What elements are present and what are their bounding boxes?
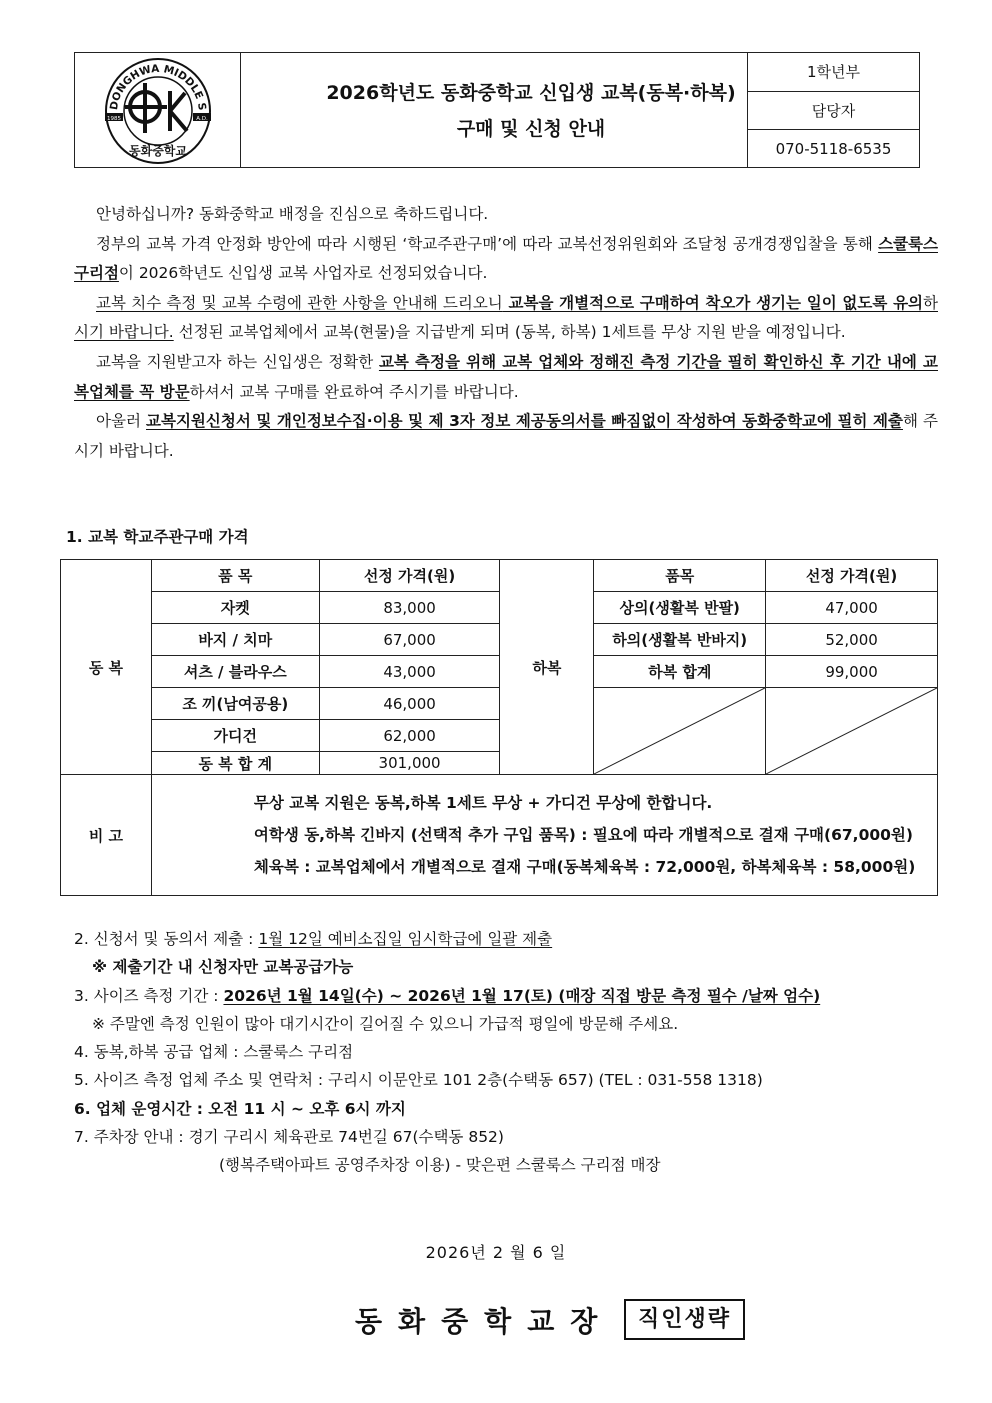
note-2-sub: ※ 제출기간 내 신청자만 교복공급가능 (92, 958, 354, 977)
intro-p3d: 선정된 교복업체에서 교복(현물)을 지급받게 되며 (동복, 하복) 1세트를 무상 지원 받을 예정입니다. (173, 323, 846, 342)
winter-item: 셔츠 / 블라우스 (151, 656, 319, 688)
intro-text (74, 200, 938, 466)
contact-phone: 070-5118-6535 (748, 129, 919, 167)
manager-label: 담당자 (748, 91, 919, 129)
table-row (61, 688, 938, 720)
summer-label: 하복 (500, 560, 594, 775)
intro-paragraph (74, 230, 938, 289)
table-row (61, 656, 938, 688)
issue-date: 2026년 2 월 6 일 (425, 1243, 567, 1262)
department: 1학년부 (806, 63, 860, 81)
intro-p1: 안녕하십니까? 동화중학교 배정을 진심으로 축하드립니다. (96, 205, 489, 223)
note-item (74, 925, 938, 953)
logo-ring-text: DONGHWA MIDDLE S (107, 62, 209, 112)
winter-item: 조 끼(남여공용) (151, 688, 319, 720)
summer-total-label: 하복 합계 (594, 656, 766, 688)
logo-year-left: 1985 (107, 116, 121, 122)
intro-p3b: 교복을 개별적으로 구매하여 착오가 생기는 일이 없도록 유의 (502, 293, 924, 312)
winter-price: 62,000 (319, 720, 500, 752)
winter-item: 가디건 (151, 720, 319, 752)
winter-price: 67,000 (319, 624, 500, 656)
school-logo (75, 53, 240, 167)
winter-item: 바지 / 치마 (151, 624, 319, 656)
principal-signature: 동화중학교장 (355, 1305, 614, 1338)
remarks-cell (151, 775, 937, 896)
intro-p4a: 교복을 지원받고자 하는 신입생은 정확한 (96, 352, 379, 371)
summer-item: 상의(생활복 반팔) (594, 592, 766, 624)
winter-total-label: 동 복 합 계 (151, 752, 319, 775)
winter-total-price: 301,000 (319, 752, 500, 775)
note-item (74, 982, 938, 1010)
table-row (61, 592, 938, 624)
vendor-name: 스쿨룩스 구리점 (74, 234, 938, 283)
intro-p5a: 아울러 (96, 412, 146, 431)
summer-price: 52,000 (766, 624, 938, 656)
remark-line: 체육복 : 교복업체에서 개별적으로 결재 구매(동복체육복 : 72,000원, 하복체육복 : 58,000원) (253, 858, 916, 876)
winter-label: 동 복 (61, 560, 152, 775)
remarks-label: 비 고 (61, 775, 152, 896)
table-row (61, 624, 938, 656)
intro-p3a: 교복 치수 측정 및 교복 수령에 관한 사항을 안내해 드리오니 (96, 293, 503, 312)
intro-p4c: 하셔서 교복 구매를 완료하여 주시기를 바랍니다. (189, 382, 519, 401)
section-1-title: 1. 교복 학교주관구매 가격 (66, 528, 249, 546)
remark-line: 무상 교복 지원은 동복,하복 1세트 무상 + 가디건 무상에 한합니다. (253, 794, 713, 812)
note-2-label: 2. 신청서 및 동의서 제출 : (74, 930, 259, 948)
summer-item: 하의(생활복 반바지) (594, 624, 766, 656)
table-row (61, 560, 938, 592)
intro-paragraph (74, 200, 938, 230)
summer-total-price: 99,000 (766, 656, 938, 688)
intro-p5b: 교복지원신청서 및 개인정보수집·이용 및 제 3자 정보 제공동의서를 빠짐없이 작성하여 동화중학교에 필히 제출 (146, 412, 903, 431)
remark-line: 여학생 동,하복 긴바지 (선택적 추가 구입 품목) : 필요에 따라 개별적으로 결재 구매(67,000원) (253, 826, 913, 844)
col-item-summer-header: 품목 (594, 560, 766, 592)
col-price-header: 선정 가격(원) (319, 560, 500, 592)
document-header (74, 52, 920, 168)
intro-p3c: 하시기 바랍니다. (74, 293, 938, 342)
intro-p2c: 이 2026학년도 신입생 교복 사업자로 선정되었습니다. (118, 264, 488, 283)
school-logo-cell (75, 53, 241, 167)
intro-p5c: 해 주시기 바랍니다. (74, 412, 939, 460)
table-row (61, 775, 938, 896)
note-3-sub: ※ 주말엔 측정 인원이 많아 대기시간이 길어질 수 있으니 가급적 평일에 방문해 주세요. (92, 1014, 679, 1033)
empty-cell-diagonal (594, 688, 766, 775)
col-item-header: 품 목 (151, 560, 319, 592)
note-3-value: 2026년 1월 14일(수) ~ 2026년 1월 17(토) (매장 직접 방문 측정 필수 /날짜 엄수) (223, 986, 821, 1005)
winter-price: 83,000 (319, 592, 500, 624)
note-3-label: 3. 사이즈 측정 기간 : (74, 986, 224, 1005)
intro-p2a: 정부의 교복 가격 안정화 방안에 따라 시행된 ‘학교주관구매’에 따라 교복선정위원회와 조달청 공개경쟁입찰을 통해 (96, 234, 879, 253)
note-5: 5. 사이즈 측정 업체 주소 및 연락처 : 구리시 이문안로 101 2층(수택동 657) (TEL : 031-558 1318) (74, 1071, 763, 1090)
notes-list (74, 925, 938, 1180)
summer-price: 47,000 (766, 592, 938, 624)
title-line-2: 구매 및 신청 안내 (456, 118, 606, 140)
intro-paragraph (74, 289, 938, 348)
winter-price: 46,000 (319, 688, 500, 720)
winter-item: 자켓 (151, 592, 319, 624)
intro-p4b: 교복 측정을 위해 교복 업체와 정해진 측정 기간을 필히 확인하신 후 기간 내에 교복업체를 꼭 방문 (74, 352, 938, 401)
intro-paragraph (74, 348, 938, 407)
note-6: 6. 업체 운영시간 : 오전 11 시 ~ 오후 6시 까지 (74, 1099, 406, 1118)
price-table (60, 559, 938, 896)
logo-bottom-text: 동화중학교 (129, 144, 187, 158)
note-4: 4. 동복,하복 공급 업체 : 스쿨룩스 구리점 (74, 1043, 354, 1062)
official-seal: 직인생략 (624, 1299, 745, 1340)
winter-price: 43,000 (319, 656, 500, 688)
title-line-1: 2026학년도 동화중학교 신입생 교복(동복·하복) (326, 82, 736, 104)
col-price-summer-header: 선정 가격(원) (766, 560, 938, 592)
note-7: 7. 주차장 안내 : 경기 구리시 체육관로 74번길 67(수택동 852) (74, 1128, 504, 1147)
document-title (240, 53, 822, 167)
note-2-value: 1월 12일 예비소집일 임시학급에 일괄 제출 (258, 930, 553, 948)
header-contact (747, 53, 919, 167)
empty-cell-diagonal (766, 688, 938, 775)
intro-paragraph (74, 407, 938, 466)
note-7-sub: (행복주택아파트 공영주차장 이용) - 맞은편 스쿨룩스 구리점 매장 (219, 1156, 661, 1175)
logo-year-right: A.D. (196, 116, 208, 122)
